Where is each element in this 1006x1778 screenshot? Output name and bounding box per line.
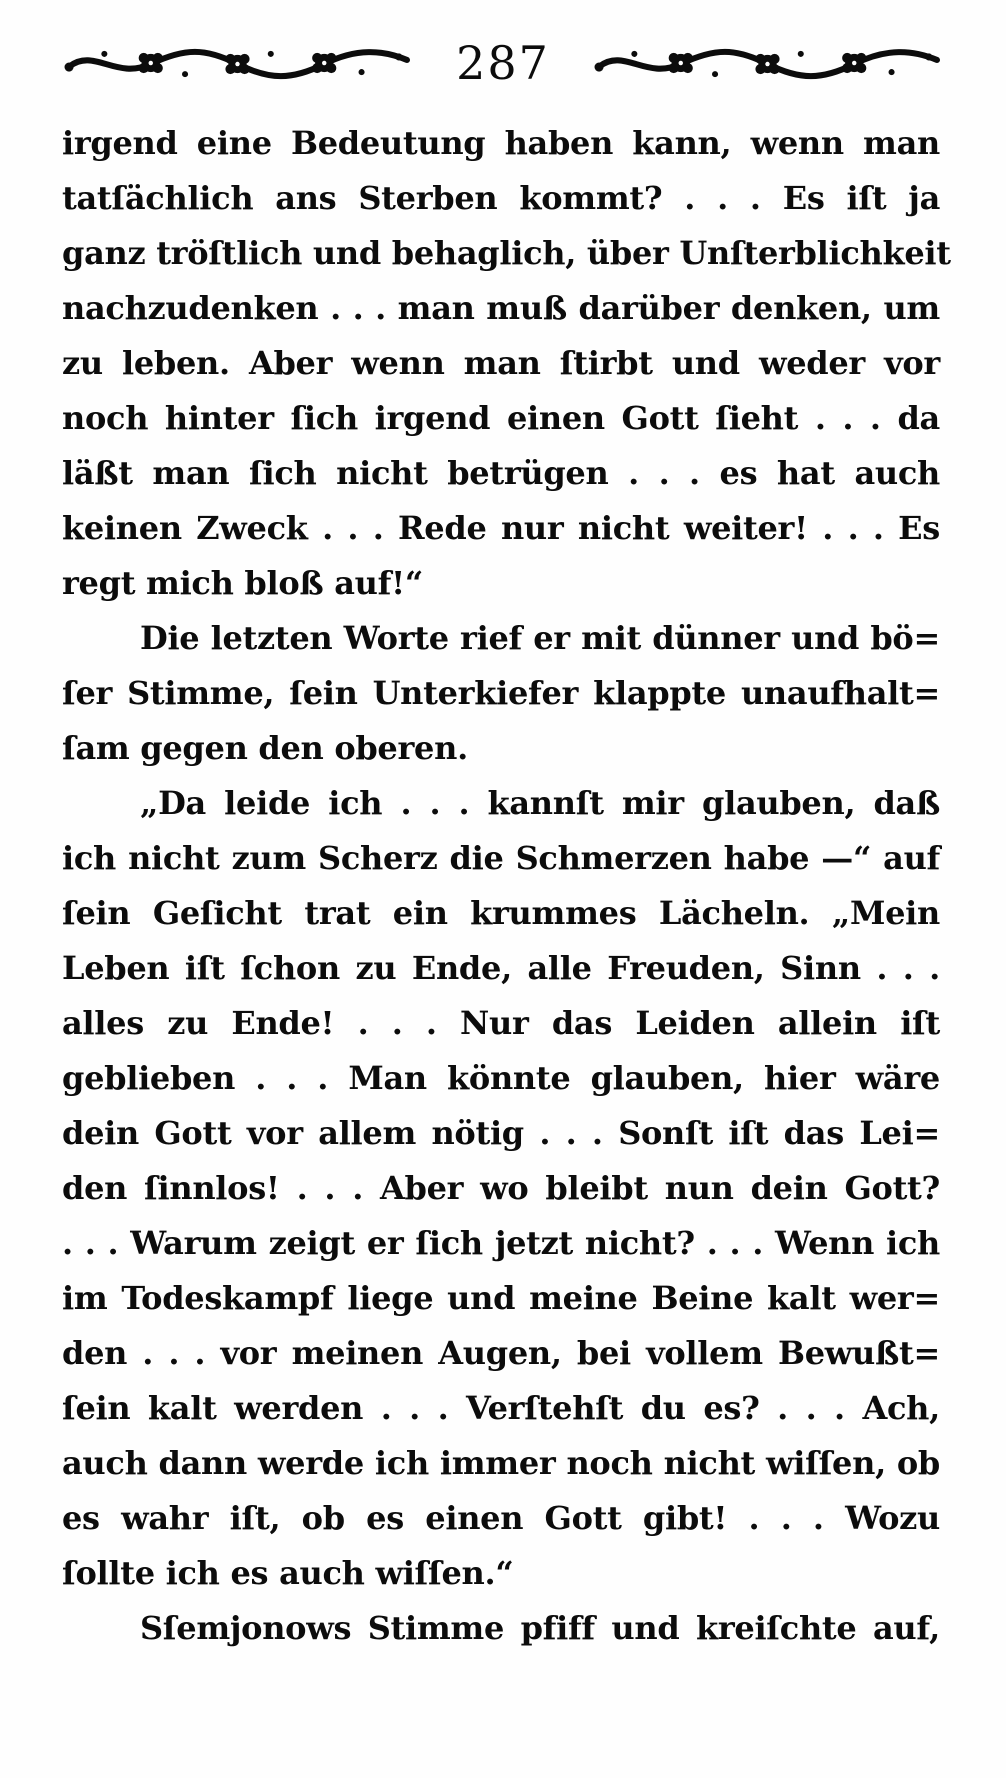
- text-line: Leben iſt ſchon zu Ende, alle Freuden, Sinn . . .: [62, 949, 940, 987]
- text-line: ſein kalt werden . . . Verſtehſt du es? . . . Ach,: [62, 1389, 940, 1427]
- text-line: Die letzten Worte rief er mit dünner und bö=: [140, 619, 940, 657]
- text-line: regt mich bloß auf!“: [62, 564, 423, 602]
- text-block: [62, 116, 951, 1656]
- text-line: dein Gott vor allem nötig . . . Sonſt iſt das Lei=: [62, 1114, 940, 1152]
- text-line: ſollte ich es auch wiſſen.“: [62, 1554, 514, 1592]
- floral-garland-ornament-right-icon: [594, 43, 942, 83]
- text-line: läßt man ſich nicht betrügen . . . es hat auch: [62, 454, 940, 492]
- text-line: es wahr iſt, ob es einen Gott gibt! . . . Wozu: [62, 1499, 940, 1537]
- text-line: nachzudenken . . . man muß darüber denken, um: [62, 289, 940, 327]
- text-line: den ſinnlos! . . . Aber wo bleibt nun dein Gott?: [62, 1169, 940, 1207]
- text-line: ſer Stimme, ſein Unterkiefer klappte unaufhalt=: [62, 674, 940, 712]
- text-line: zu leben. Aber wenn man ſtirbt und weder vor: [62, 344, 940, 382]
- text-line: alles zu Ende! . . . Nur das Leiden allein iſt: [62, 1004, 940, 1042]
- page-header: [0, 36, 1006, 90]
- page-number: 287: [456, 36, 550, 90]
- text-line: ſam gegen den oberen.: [62, 729, 468, 767]
- text-line: den . . . vor meinen Augen, bei vollem Bewußt=: [62, 1334, 940, 1372]
- floral-garland-ornament-left-icon: [64, 43, 412, 83]
- text-line: keinen Zweck . . . Rede nur nicht weiter! . . . Es: [62, 509, 940, 547]
- text-line: irgend eine Bedeutung haben kann, wenn man: [62, 124, 940, 162]
- text-line: auch dann werde ich immer noch nicht wiſſen, ob: [62, 1444, 940, 1482]
- text-line: „Da leide ich . . . kannſt mir glauben, daß: [140, 784, 940, 822]
- text-line: tatſächlich ans Sterben kommt? . . . Es iſt ja: [62, 179, 940, 217]
- text-line: ich nicht zum Scherz die Schmerzen habe —“ auf: [62, 839, 940, 877]
- text-line: Sſemjonows Stimme pfiff und kreiſchte auf,: [140, 1609, 940, 1647]
- text-line: . . . Warum zeigt er ſich jetzt nicht? . . . Wenn ich: [62, 1224, 940, 1262]
- text-line: ganz tröſtlich und behaglich, über Unſterblichkeit: [62, 234, 951, 272]
- text-line: ſein Geſicht trat ein krummes Lächeln. „Mein: [62, 894, 940, 932]
- text-line: noch hinter ſich irgend einen Gott ſieht . . . da: [62, 399, 940, 437]
- text-line: geblieben . . . Man könnte glauben, hier wäre: [62, 1059, 940, 1097]
- text-line: im Todeskampf liege und meine Beine kalt wer=: [62, 1279, 940, 1317]
